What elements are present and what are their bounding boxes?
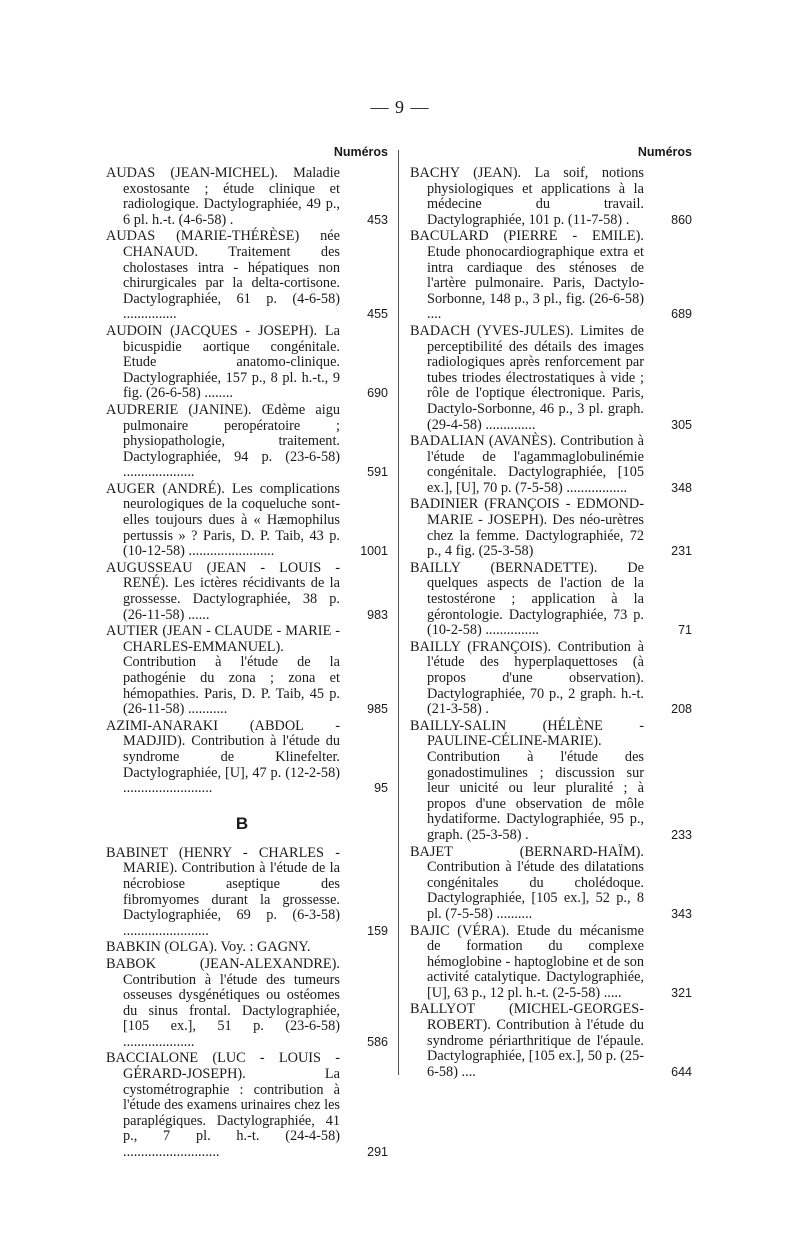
entry-text: BAJET (BERNARD-HAÏM). Contribution à l'étude des dilatations congénitales du cholédoque. Dactylographiée, [105 ex.], 52 p., 8 pl. (7-5-58) .......... [410,843,644,922]
bibliography-entry [410,434,692,496]
right-entry-list [410,166,692,1080]
entry-text: BABOK (JEAN-ALEXANDRE). Contribution à l'étude des tumeurs osseuses dysgénétiques ou ostéomes du sinus frontal. Dactylographiée, [105 ex.], 51 p. (23-6-58) .................... [106,955,340,1050]
bibliography-entry [106,229,388,323]
bibliography-entry [106,482,388,560]
entry-number: 343 [671,906,692,921]
left-entry-list [106,166,388,797]
entry-number: 231 [671,544,692,559]
entry-number: 1001 [360,544,388,559]
entry-text: AUTIER (JEAN - CLAUDE - MARIE - CHARLES-EMMANUEL). Contribution à l'étude de la pathogénie du zona ; zona et hémopathies. Paris, D. P. Taib, 45 p. (26-11-58) ........... [106,623,340,718]
entry-text: AUDOIN (JACQUES - JOSEPH). La bicuspidie aortique congénitale. Etude anatomo-clinique. Dactylographiée, 157 p., 8 pl. h.-t., 9 fig. (26-6-58) ........ [106,322,340,402]
entry-number: 159 [367,923,388,938]
bibliography-entry [410,640,692,718]
entry-text: BAILLY (FRANÇOIS). Contribution à l'étude des hyperplaquettoses (à propos d'une observation). Dactylographiée, 70 p., 2 graph. h.-t. (21-3-58) . [410,638,644,718]
bibliography-entry [410,166,692,228]
entry-text: AUGUSSEAU (JEAN - LOUIS - RENÉ). Les ictères récidivants de la grossesse. Dactylographiée, 38 p. (26-11-58) ...... [106,559,340,623]
entry-text: BACHY (JEAN). La soif, notions physiologiques et applications à la médecine du travail. Dactylographiée, 101 p. (11-7-58) . [410,165,644,228]
entry-number: 233 [671,827,692,842]
entry-text: BAILLY-SALIN (HÉLÈNE - PAULINE-CÉLINE-MARIE). Contribution à l'étude des gonadostimulines ; discussion sur leur unicité ou leur pluralité ; à propos d'une observation de môle hydatiforme. Dactylographiée, 95 p., graph. (25-3-58) . [410,717,644,843]
entry-number: 305 [671,417,692,432]
page-number: — 9 — [370,97,430,117]
entry-text: BABKIN (OLGA). Voy. : GAGNY. [106,939,311,956]
entry-number: 348 [671,480,692,495]
bibliography-entry [106,957,388,1051]
bibliography-entry [410,1002,692,1080]
left-entry-list-b [106,846,388,1161]
bibliography-entry [106,624,388,718]
entry-number: 586 [367,1034,388,1049]
entry-text: AZIMI-ANARAKI (ABDOL - MADJID). Contribution à l'étude du syndrome de Klinefelter. Dactylographiée, [U], 47 p. (12-2-58) ......................... [106,717,340,797]
entry-text: BADALIAN (AVANÈS). Contribution à l'étude de l'agammaglobulinémie congénitale. Dactylographiée, [105 ex.], [U], 70 p. (7-5-58) ................. [410,433,644,496]
entry-text: BACCIALONE (LUC - LOUIS - GÉRARD-JOSEPH). La cystométrographie : contribution à l'étude des examens urinaires chez les paraplégiques. Dactylographiée, 41 p., 7 pl. h.-t. (24-4-58) ........................... [106,1050,340,1161]
entry-number: 291 [367,1145,388,1160]
bibliography-entry [106,166,388,228]
column-header-left: Numéros [333,145,388,159]
entry-number: 321 [671,985,692,1000]
entry-number: 644 [671,1064,692,1079]
bibliography-entry [410,924,692,1002]
left-column [106,145,388,1162]
column-divider [398,150,399,1075]
entry-number: 985 [367,702,388,717]
bibliography-entry [410,561,692,639]
bibliography-entry [106,324,388,402]
entry-text: AUDAS (JEAN-MICHEL). Maladie exostosante ; étude clinique et radiologique. Dactylographiée, 49 p., 6 pl. h.-t. (4-6-58) . [106,165,340,228]
entry-text: BAILLY (BERNADETTE). De quelques aspects de l'action de la testostérone ; application à la gérontologie. Dactylographiée, 73 p. (10-2-58) ............... [410,559,644,639]
bibliography-entry [106,561,388,623]
entry-number: 95 [374,781,388,796]
entry-text: AUDAS (MARIE-THÉRÈSE) née CHANAUD. Traitement des cholostases intra - hépatiques non chirurgicales par la delta-cortisone. Dactylographiée, 61 p. (4-6-58) ............... [106,228,340,323]
bibliography-entry [106,940,388,956]
bibliography-entry [106,719,388,797]
entry-text: BAJIC (VÉRA). Etude du mécanisme de formation du complexe hémoglobine - haptoglobine et de son activité catalytique. Dactylographiée, [U], 63 p., 12 pl. h.-t. (2-5-58) ..... [410,922,644,1001]
bibliography-entry [106,1051,388,1160]
section-letter: B [235,813,249,833]
entry-number: 453 [367,212,388,227]
bibliography-entry [106,846,388,940]
bibliography-entry [106,403,388,481]
bibliography-entry [410,229,692,323]
bibliography-entry [410,497,692,559]
bibliography-entry [410,719,692,844]
entry-number: 591 [367,465,388,480]
bibliography-entry [410,324,692,433]
entry-number: 860 [671,212,692,227]
entry-text: BABINET (HENRY - CHARLES - MARIE). Contribution à l'étude de la nécrobiose aseptique des fibromyomes durant la grossesse. Dactylographiée, 69 p. (6-3-58) ........................ [106,844,340,939]
entry-text: BACULARD (PIERRE - EMILE). Etude phonocardiographique extra et intra cardiaque des sténoses de l'artère pulmonaire. Paris, Dactylo-Sorbonne, 148 p., 3 pl., fig. (26-6-58) .... [410,228,644,323]
entry-text: BADINIER (FRANÇOIS - EDMOND-MARIE - JOSEPH). Des néo-urètres chez la femme. Dactylographiée, 72 p., 4 fig. (25-3-58) [410,496,644,560]
entry-text: BALLYOT (MICHEL-GEORGES-ROBERT). Contribution à l'étude du syndrome périarthritique de l'épaule. Dactylographiée, [105 ex.], 50 p. (25-6-58) .... [410,1001,644,1080]
entry-number: 71 [678,623,692,638]
entry-number: 690 [367,386,388,401]
entry-text: BADACH (YVES-JULES). Limites de perceptibilité des détails des images radiologiques après renforcement par tubes triodes électrostatiques à vide ; rôle de l'optique électronique. Paris, Dactylo-Sorbonne, 46 p., 3 pl. graph. (29-4-58) .............. [410,322,644,433]
column-header-right: Numéros [637,145,692,159]
entry-number: 455 [367,307,388,322]
entry-text: AUDRERIE (JANINE). Œdème aigu pulmonaire peropératoire ; physiopathologie, traitement. Dactylographiée, 94 p. (23-6-58) .................... [106,401,340,481]
entry-text: AUGER (ANDRÉ). Les complications neurologiques de la coqueluche sont-elles toujours dues à « Hæmophilus pertussis » ? Paris, D. P. Taib, 43 p. (10-12-58) ........................ [106,480,340,560]
entry-number: 983 [367,607,388,622]
entry-number: 208 [671,702,692,717]
right-column [410,145,692,1081]
bibliography-entry [410,845,692,923]
entry-number: 689 [671,307,692,322]
